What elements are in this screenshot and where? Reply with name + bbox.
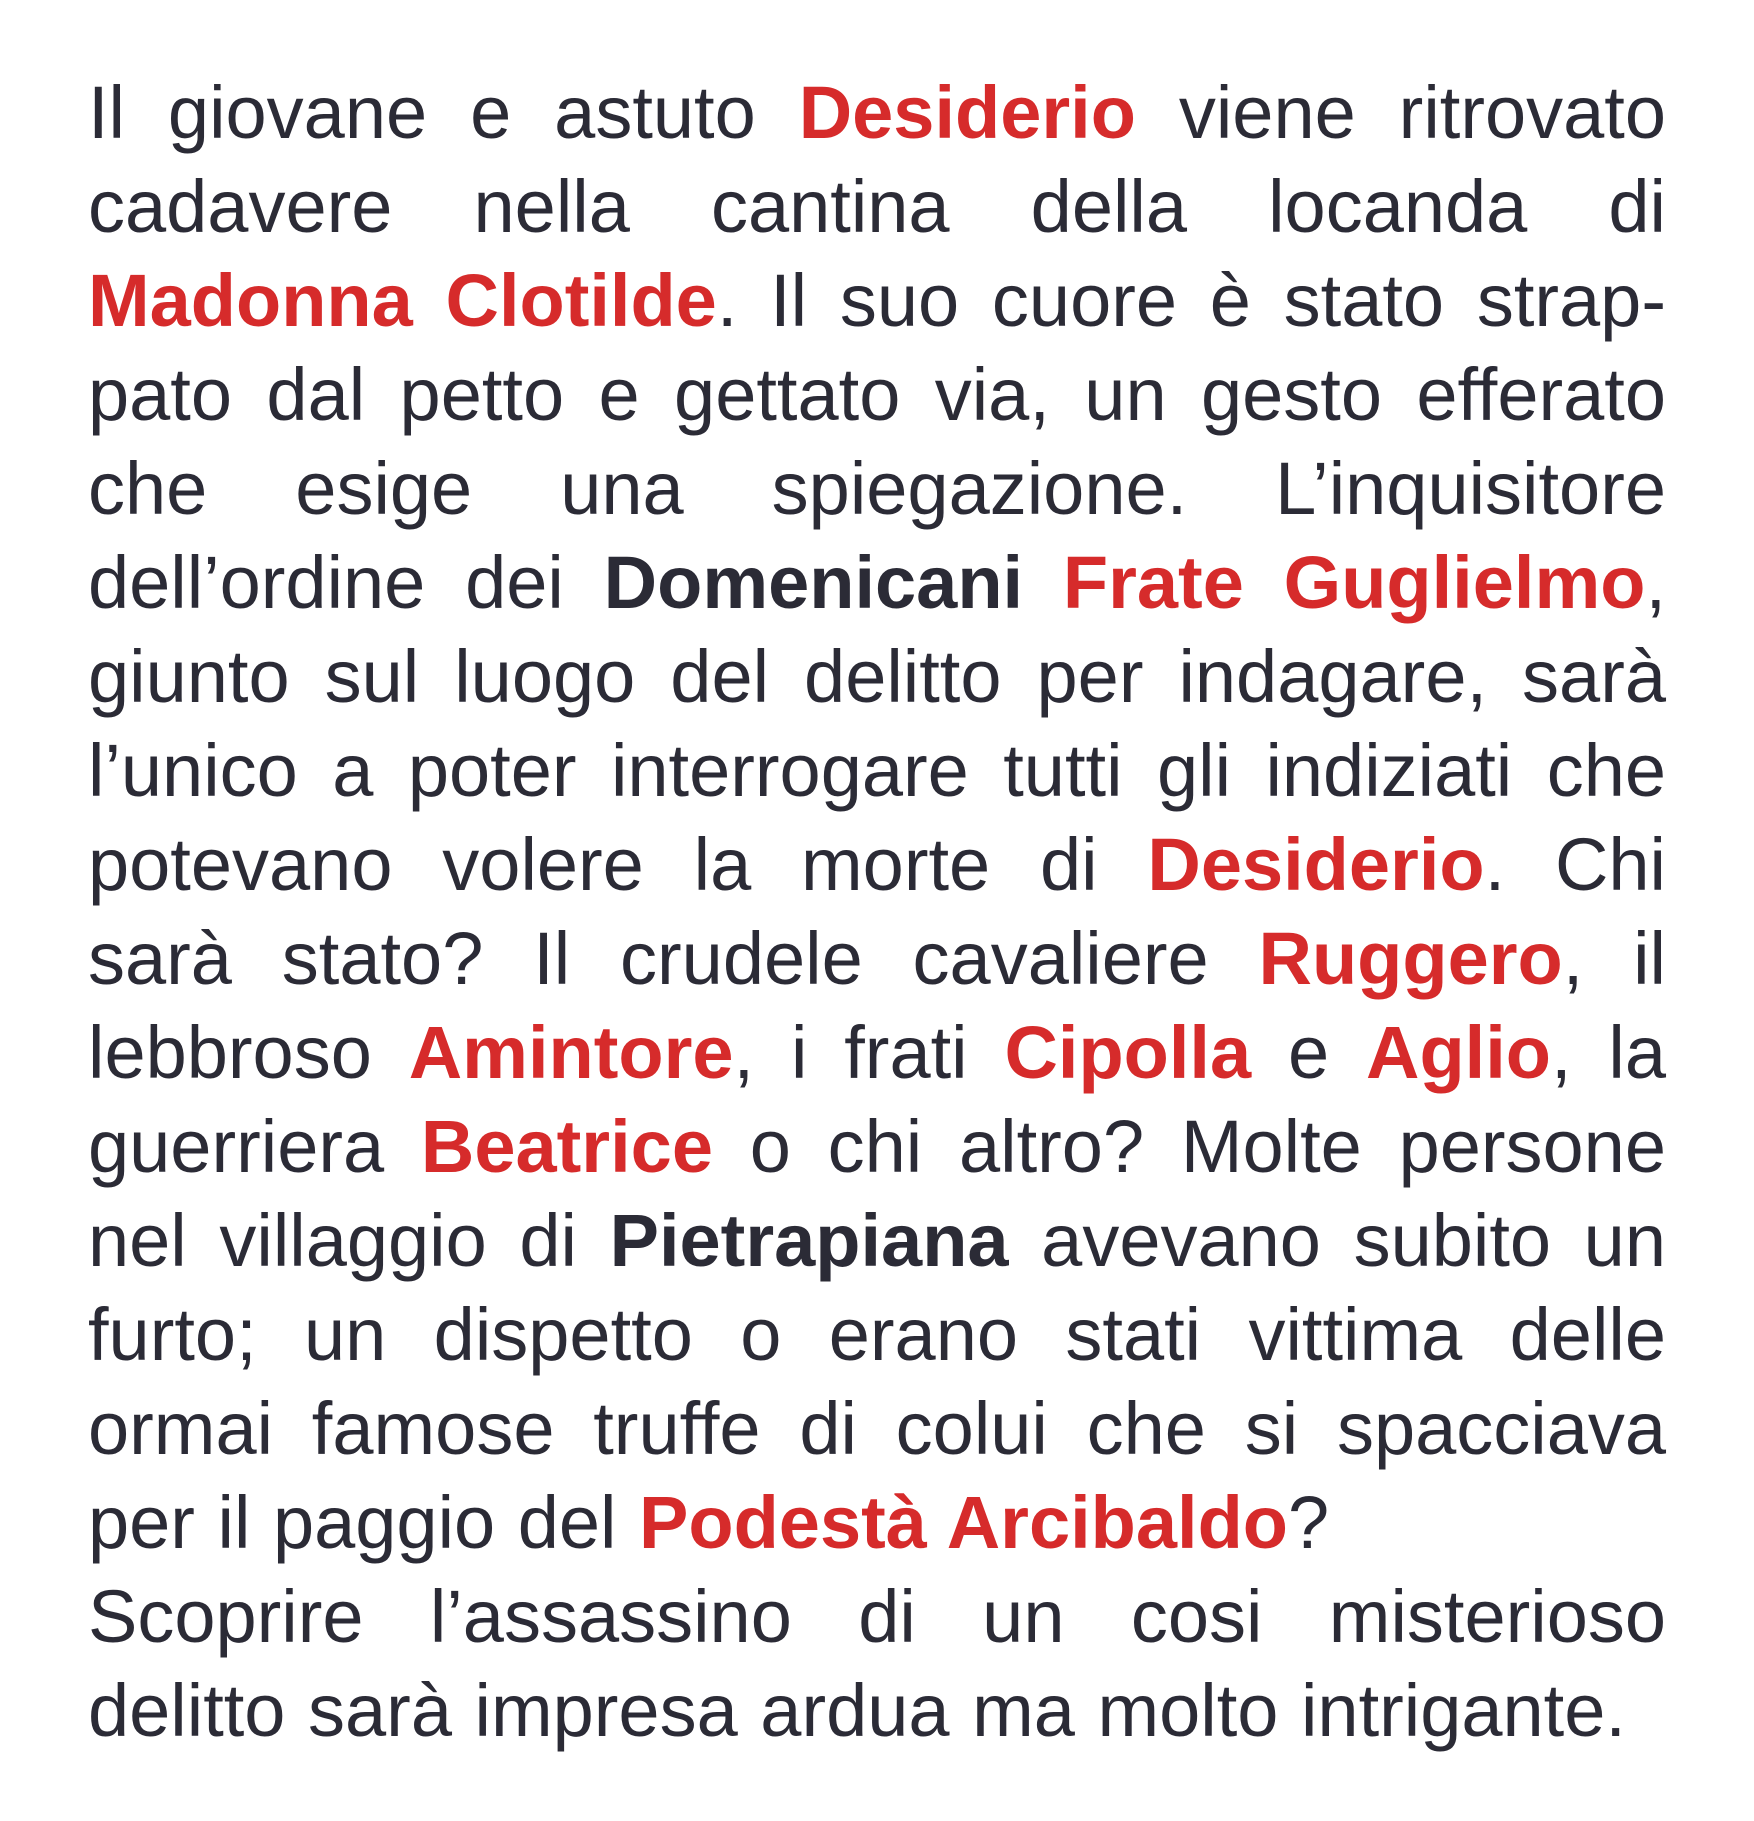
character-name-desiderio: Desiderio [798, 71, 1136, 154]
character-name-desiderio: Desiderio [1147, 823, 1485, 906]
body-text: , giunto sul luogo del delitto per indagare, sarà l’unico a poter interrogare tutti gli indiziati che potevano volere la morte di [88, 541, 1667, 906]
closing-paragraph: Scoprire l’assassino di un cosi misterioso delitto sarà impresa ardua ma molto intrigante. [88, 1575, 1666, 1752]
character-name-frate-guglielmo: Frate Guglielmo [1062, 541, 1646, 624]
body-text: viene ritrovato cadavere nella cantina della locanda di [88, 71, 1666, 248]
body-text: . Il suo cuore è stato strappato dal petto e gettato via, un gesto efferato che esige una spiegazione. L’inquisitore dell’ordine dei [88, 259, 1666, 624]
body-text: o chi altro? Molte persone nel villaggio di [88, 1105, 1666, 1282]
character-name-cipolla: Cipolla [1004, 1011, 1252, 1094]
character-name-beatrice: Beatrice [420, 1105, 713, 1188]
synopsis-paragraph [88, 66, 1666, 1570]
document-page [88, 66, 1666, 1758]
character-name-ruggero: Ruggero [1258, 917, 1563, 1000]
place-name-pietrapiana: Pietrapiana [609, 1199, 1009, 1282]
body-text: avevano subito un furto; un dispetto o erano stati vittima delle ormai famose truffe di colui che si spacciava per il paggio del [88, 1199, 1666, 1564]
body-text: ? [1288, 1481, 1330, 1564]
body-text: , i frati [733, 1011, 1005, 1094]
body-text: , il lebbroso [88, 917, 1667, 1094]
body-text: e [1251, 1011, 1367, 1094]
character-name-podesta-arcibaldo: Podestà Arcibaldo [639, 1481, 1289, 1564]
character-name-aglio: Aglio [1366, 1011, 1551, 1094]
order-name-domenicani: Domenicani [603, 541, 1024, 624]
body-text [1023, 541, 1063, 624]
body-text: , la guerriera [88, 1011, 1666, 1188]
character-name-madonna-clotilde: Madonna Clotilde [88, 259, 717, 342]
character-name-amintore: Amintore [408, 1011, 734, 1094]
body-text: Il giovane e astuto [88, 71, 799, 154]
body-text: . Chi sarà stato? Il crudele cavaliere [88, 823, 1667, 1000]
